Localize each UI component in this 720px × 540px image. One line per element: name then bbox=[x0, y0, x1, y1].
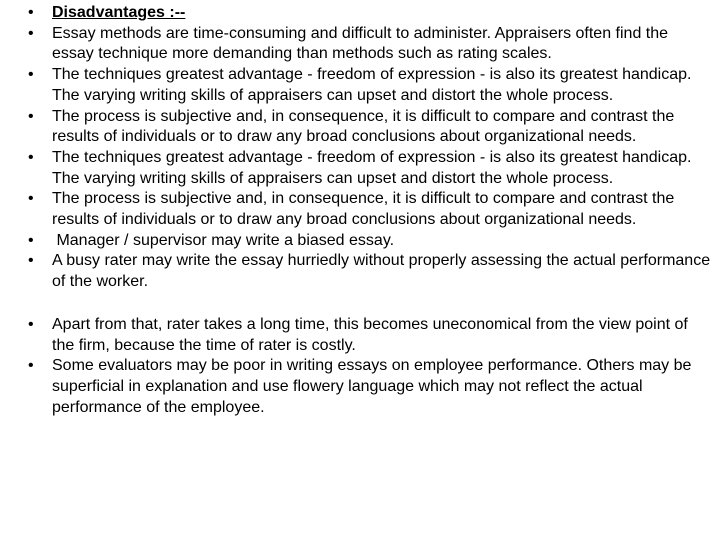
bullet-item-9: • Some evaluators may be poor in writing essays on employee performance. Others may be superficial in explanation and use flowery language which may not reflect the actual performance of the employee. bbox=[28, 356, 712, 418]
bullet-item-1: • Essay methods are time-consuming and difficult to administer. Appraisers often find the essay technique more demanding than methods such as rating scales. bbox=[28, 24, 712, 65]
bullet-item-3: • The process is subjective and, in consequence, it is difficult to compare and contrast the results of individuals or to draw any broad conclusions about organizational needs. bbox=[28, 107, 712, 148]
bullet-item-7: • A busy rater may write the essay hurriedly without properly assessing the actual performance of the worker. bbox=[28, 251, 712, 292]
disadvantages-heading: Disadvantages :-- bbox=[52, 4, 186, 21]
bullet-item-6: • Manager / supervisor may write a biased essay. bbox=[28, 231, 712, 252]
bullet-list bbox=[28, 3, 712, 418]
bullet-item-5: • The process is subjective and, in consequence, it is difficult to compare and contrast the results of individuals or to draw any broad conclusions about organizational needs. bbox=[28, 189, 712, 230]
bullet-item-4: • The techniques greatest advantage - freedom of expression - is also its greatest handicap. The varying writing skills of appraisers can upset and distort the whole process. bbox=[28, 148, 712, 189]
bullet-item-8: • Apart from that, rater takes a long time, this becomes uneconomical from the view point of the firm, because the time of rater is costly. bbox=[28, 315, 712, 356]
bullet-item-2: • The techniques greatest advantage - freedom of expression - is also its greatest handicap. The varying writing skills of appraisers can upset and distort the whole process. bbox=[28, 65, 712, 106]
heading-item bbox=[28, 3, 712, 24]
